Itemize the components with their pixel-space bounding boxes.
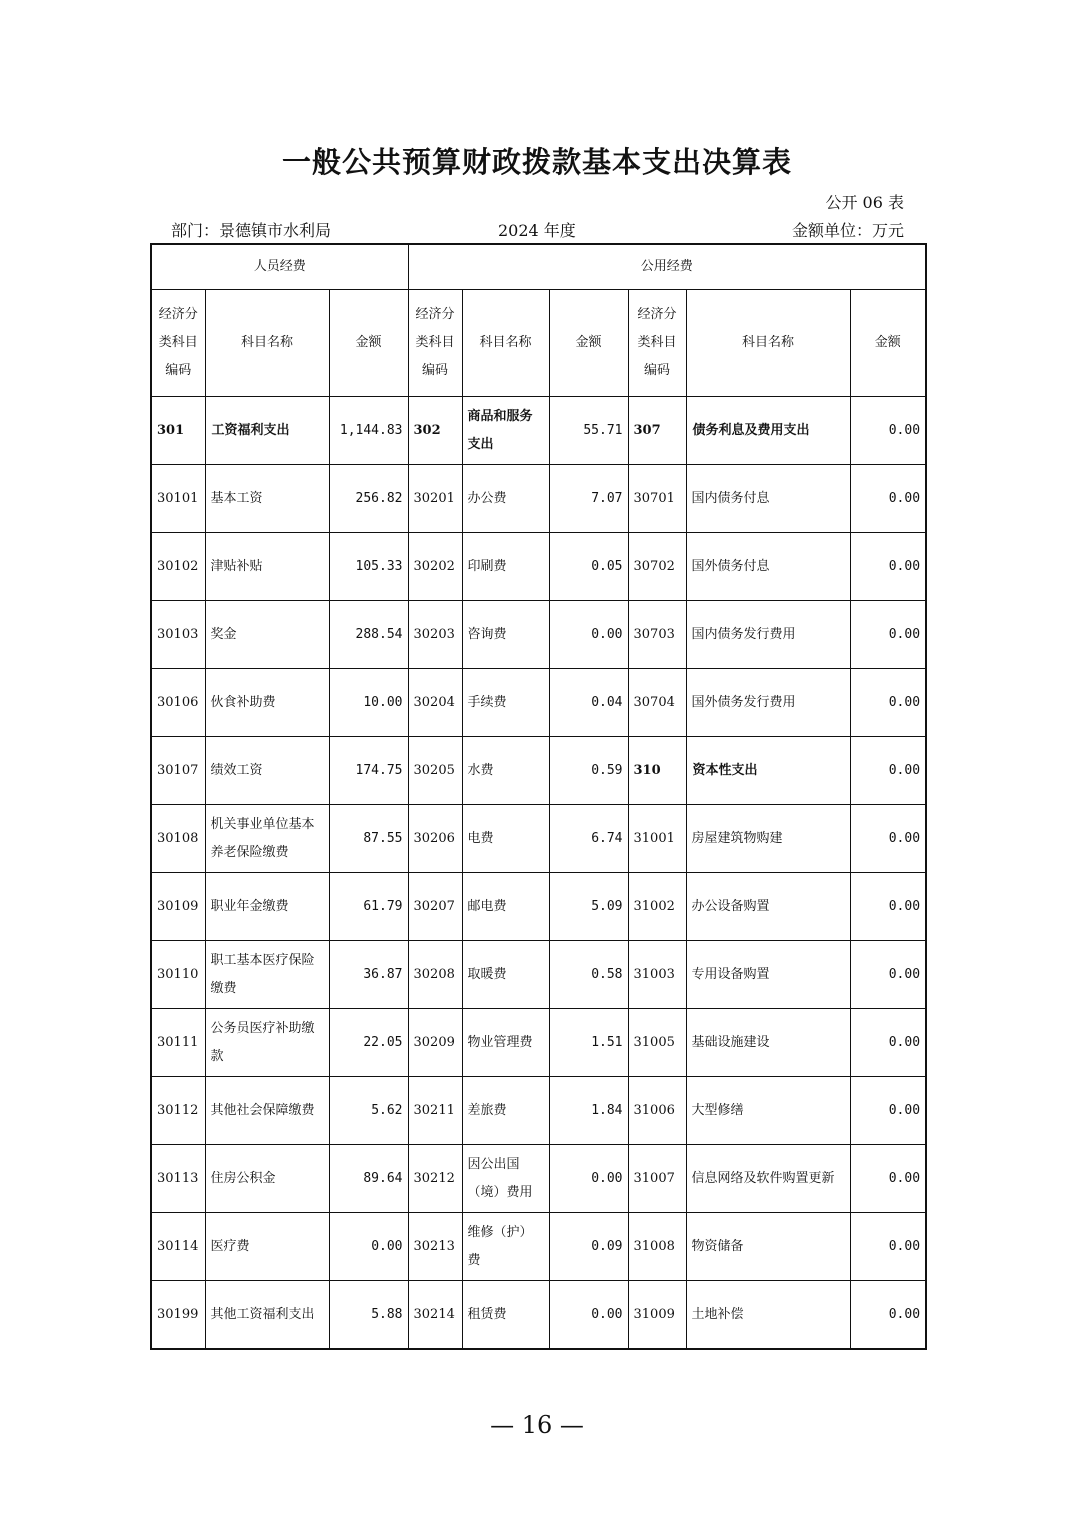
code-cell: 31003 [628,941,686,1009]
code-cell: 30211 [408,1077,462,1145]
amount-cell: 5.09 [549,873,628,941]
code-cell: 30212 [408,1145,462,1213]
table-row [151,1077,926,1145]
code-cell: 30113 [151,1145,205,1213]
name-cell: 大型修缮 [686,1077,850,1145]
name-cell: 房屋建筑物购建 [686,805,850,873]
name-cell: 租赁费 [462,1281,549,1350]
code-cell: 30208 [408,941,462,1009]
table-row [151,601,926,669]
code-cell: 30110 [151,941,205,1009]
amount-cell: 89.64 [329,1145,408,1213]
amount-cell: 0.00 [850,1009,926,1077]
code-cell: 30109 [151,873,205,941]
code-cell: 30703 [628,601,686,669]
amount-cell: 6.74 [549,805,628,873]
code-cell: 31009 [628,1281,686,1350]
amount-cell: 0.00 [850,941,926,1009]
amount-cell: 0.00 [850,1213,926,1281]
code-cell: 30114 [151,1213,205,1281]
code-cell: 31002 [628,873,686,941]
code-cell: 30199 [151,1281,205,1350]
code-cell: 30213 [408,1213,462,1281]
amount-cell: 0.00 [850,737,926,805]
amount-cell: 36.87 [329,941,408,1009]
amount-cell: 0.00 [850,533,926,601]
table-row [151,397,926,465]
table-row [151,1009,926,1077]
code-cell: 30205 [408,737,462,805]
name-cell: 职业年金缴费 [205,873,329,941]
code-cell: 30107 [151,737,205,805]
document-number: 公开 06 表 [825,193,904,212]
name-cell: 印刷费 [462,533,549,601]
budget-table [150,243,927,1350]
name-cell: 咨询费 [462,601,549,669]
name-cell: 绩效工资 [205,737,329,805]
name-cell: 因公出国（境）费用 [462,1145,549,1213]
header-code: 经济分类科目编码 [628,290,686,397]
amount-cell: 1,144.83 [329,397,408,465]
amount-cell: 7.07 [549,465,628,533]
column-header-row [151,290,926,397]
code-cell: 30103 [151,601,205,669]
amount-cell: 87.55 [329,805,408,873]
amount-cell: 0.00 [850,669,926,737]
amount-cell: 174.75 [329,737,408,805]
code-cell: 310 [628,737,686,805]
table-row [151,737,926,805]
name-cell: 办公费 [462,465,549,533]
amount-cell: 0.00 [850,1145,926,1213]
amount-cell: 0.00 [549,1281,628,1350]
code-cell: 31001 [628,805,686,873]
header-name: 科目名称 [462,290,549,397]
code-cell: 30203 [408,601,462,669]
name-cell: 国内债务付息 [686,465,850,533]
table-row [151,1281,926,1350]
amount-unit: 金额单位：万元 [791,221,904,240]
name-cell: 奖金 [205,601,329,669]
name-cell: 债务利息及费用支出 [686,397,850,465]
code-cell: 30112 [151,1077,205,1145]
header-amount: 金额 [329,290,408,397]
header-name: 科目名称 [686,290,850,397]
page-number: — 16 — [490,1411,584,1439]
amount-cell: 0.00 [850,805,926,873]
code-cell: 30207 [408,873,462,941]
header-code: 经济分类科目编码 [408,290,462,397]
code-cell: 30704 [628,669,686,737]
amount-cell: 0.00 [549,601,628,669]
amount-cell: 0.59 [549,737,628,805]
amount-cell: 0.00 [549,1145,628,1213]
name-cell: 信息网络及软件购置更新 [686,1145,850,1213]
amount-cell: 22.05 [329,1009,408,1077]
amount-cell: 288.54 [329,601,408,669]
name-cell: 物业管理费 [462,1009,549,1077]
table-row [151,941,926,1009]
code-cell: 30108 [151,805,205,873]
code-cell: 30101 [151,465,205,533]
amount-cell: 55.71 [549,397,628,465]
code-cell: 30209 [408,1009,462,1077]
code-cell: 30701 [628,465,686,533]
name-cell: 其他工资福利支出 [205,1281,329,1350]
name-cell: 其他社会保障缴费 [205,1077,329,1145]
amount-cell: 1.51 [549,1009,628,1077]
name-cell: 住房公积金 [205,1145,329,1213]
header-amount: 金额 [850,290,926,397]
code-cell: 302 [408,397,462,465]
header-code: 经济分类科目编码 [151,290,205,397]
amount-cell: 0.00 [850,601,926,669]
page-title: 一般公共预算财政拨款基本支出决算表 [281,145,792,179]
table-row [151,873,926,941]
name-cell: 商品和服务支出 [462,397,549,465]
code-cell: 30106 [151,669,205,737]
code-cell: 307 [628,397,686,465]
name-cell: 国外债务发行费用 [686,669,850,737]
amount-cell: 0.00 [329,1213,408,1281]
code-cell: 30204 [408,669,462,737]
name-cell: 公务员医疗补助缴款 [205,1009,329,1077]
name-cell: 维修（护）费 [462,1213,549,1281]
name-cell: 津贴补贴 [205,533,329,601]
name-cell: 邮电费 [462,873,549,941]
amount-cell: 0.09 [549,1213,628,1281]
amount-cell: 1.84 [549,1077,628,1145]
name-cell: 差旅费 [462,1077,549,1145]
amount-cell: 0.00 [850,1281,926,1350]
amount-cell: 0.00 [850,873,926,941]
section-public: 公用经费 [408,244,926,290]
amount-cell: 105.33 [329,533,408,601]
code-cell: 30214 [408,1281,462,1350]
code-cell: 30202 [408,533,462,601]
name-cell: 基础设施建设 [686,1009,850,1077]
table-row [151,805,926,873]
amount-cell: 0.04 [549,669,628,737]
code-cell: 31006 [628,1077,686,1145]
table-row [151,1145,926,1213]
code-cell: 31007 [628,1145,686,1213]
code-cell: 30702 [628,533,686,601]
code-cell: 31008 [628,1213,686,1281]
name-cell: 伙食补助费 [205,669,329,737]
amount-cell: 256.82 [329,465,408,533]
name-cell: 国内债务发行费用 [686,601,850,669]
name-cell: 医疗费 [205,1213,329,1281]
table-row [151,669,926,737]
name-cell: 土地补偿 [686,1281,850,1350]
fiscal-year: 2024 年度 [498,221,576,240]
amount-cell: 0.00 [850,397,926,465]
section-header-row [151,244,926,290]
name-cell: 机关事业单位基本养老保险缴费 [205,805,329,873]
name-cell: 手续费 [462,669,549,737]
code-cell: 301 [151,397,205,465]
code-cell: 30206 [408,805,462,873]
amount-cell: 0.00 [850,1077,926,1145]
code-cell: 30111 [151,1009,205,1077]
name-cell: 专用设备购置 [686,941,850,1009]
name-cell: 取暖费 [462,941,549,1009]
amount-cell: 0.05 [549,533,628,601]
name-cell: 水费 [462,737,549,805]
name-cell: 物资储备 [686,1213,850,1281]
name-cell: 办公设备购置 [686,873,850,941]
name-cell: 国外债务付息 [686,533,850,601]
amount-cell: 61.79 [329,873,408,941]
amount-cell: 5.88 [329,1281,408,1350]
amount-cell: 10.00 [329,669,408,737]
name-cell: 职工基本医疗保险缴费 [205,941,329,1009]
header-name: 科目名称 [205,290,329,397]
department-label: 部门：景德镇市水利局 [171,221,332,240]
table-row [151,533,926,601]
code-cell: 31005 [628,1009,686,1077]
section-personnel: 人员经费 [151,244,408,290]
name-cell: 电费 [462,805,549,873]
header-amount: 金额 [549,290,628,397]
code-cell: 30102 [151,533,205,601]
amount-cell: 0.00 [850,465,926,533]
name-cell: 基本工资 [205,465,329,533]
amount-cell: 5.62 [329,1077,408,1145]
table-row [151,465,926,533]
amount-cell: 0.58 [549,941,628,1009]
code-cell: 30201 [408,465,462,533]
name-cell: 资本性支出 [686,737,850,805]
name-cell: 工资福利支出 [205,397,329,465]
table-row [151,1213,926,1281]
